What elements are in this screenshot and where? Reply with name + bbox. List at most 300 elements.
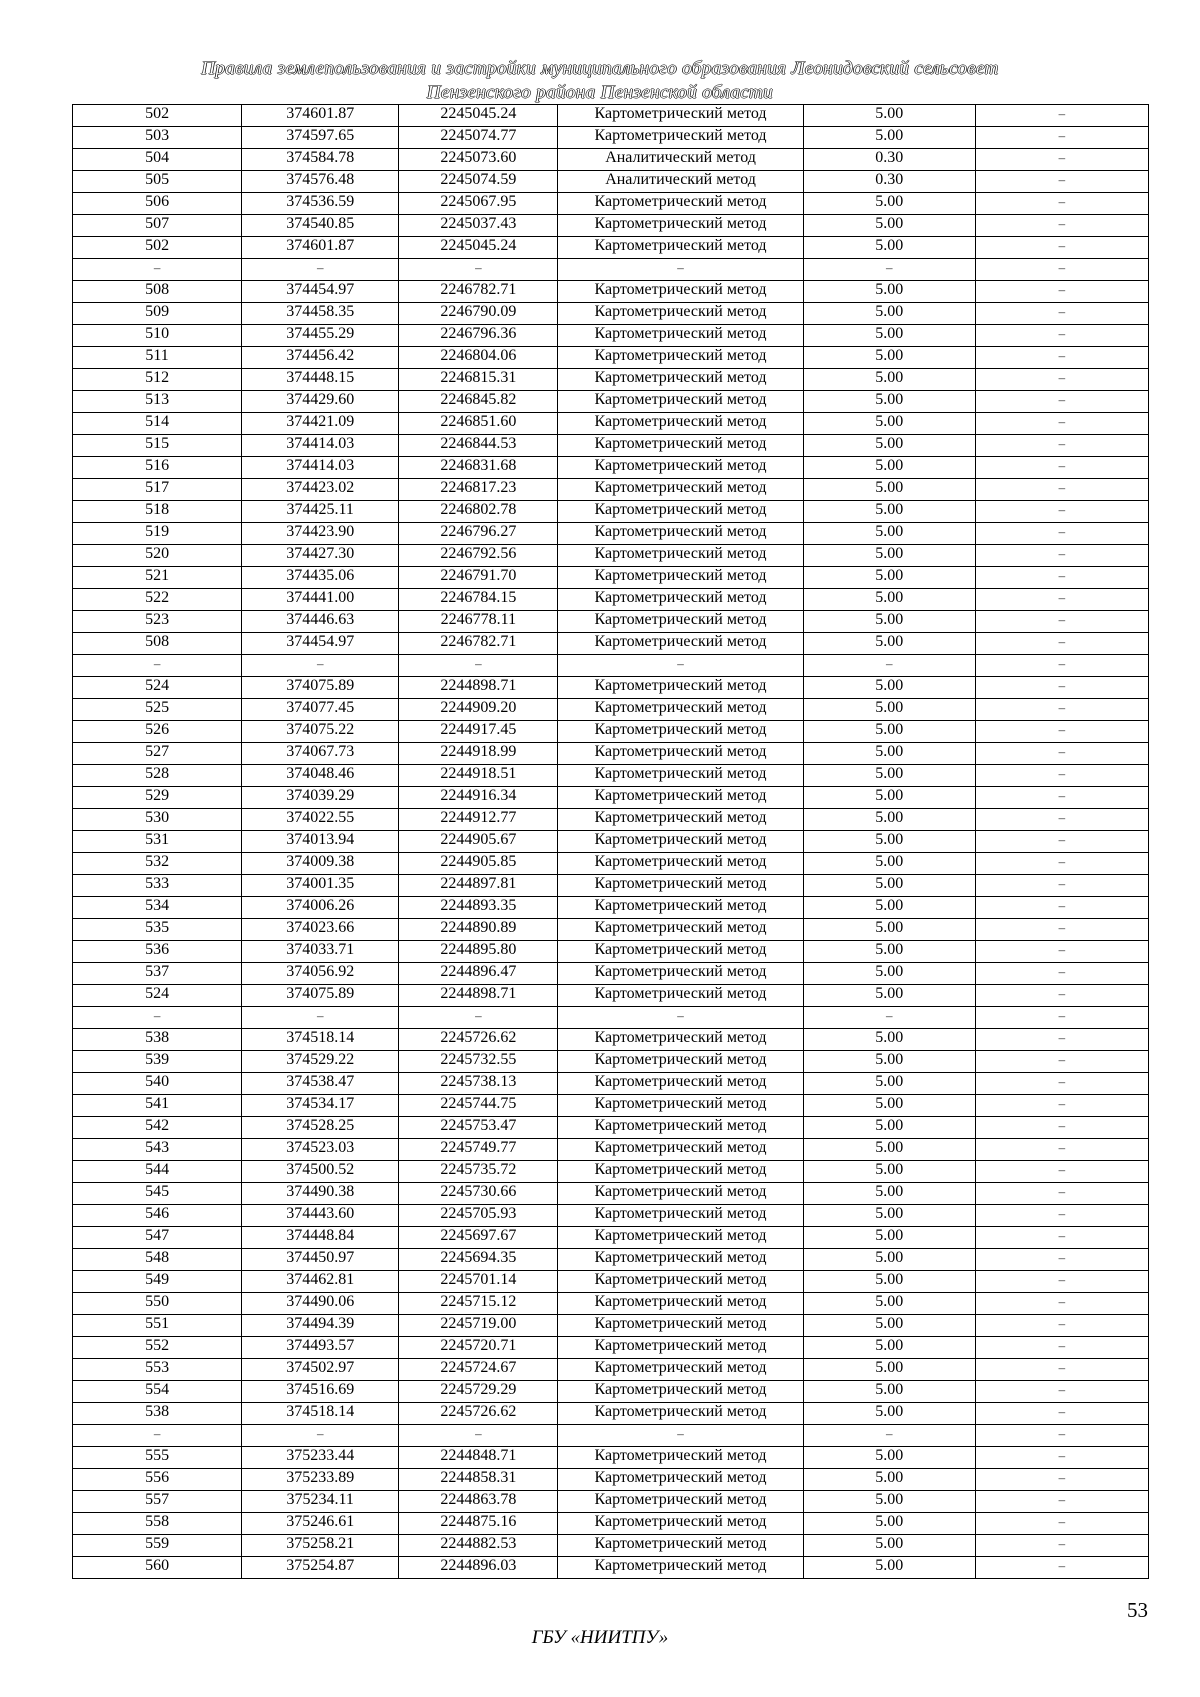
x-coordinate-cell: 374584.78 <box>242 149 399 171</box>
point-number-cell: 556 <box>73 1469 242 1491</box>
point-number-cell: 544 <box>73 1161 242 1183</box>
description-cell: – <box>975 237 1148 259</box>
method-cell: Картометрический метод <box>558 611 803 633</box>
x-coordinate-cell: 374518.14 <box>242 1403 399 1425</box>
x-coordinate-cell: 374494.39 <box>242 1315 399 1337</box>
description-cell: – <box>975 985 1148 1007</box>
method-cell: Картометрический метод <box>558 633 803 655</box>
x-coordinate-cell: 374528.25 <box>242 1117 399 1139</box>
method-cell: Картометрический метод <box>558 1359 803 1381</box>
y-coordinate-cell: 2246845.82 <box>399 391 558 413</box>
table-row <box>73 589 1149 611</box>
accuracy-cell: 5.00 <box>803 1293 975 1315</box>
accuracy-cell: 5.00 <box>803 677 975 699</box>
table-row <box>73 1315 1149 1337</box>
point-number-cell: 522 <box>73 589 242 611</box>
description-cell: – <box>975 1337 1148 1359</box>
table-row <box>73 1337 1149 1359</box>
method-cell: Картометрический метод <box>558 941 803 963</box>
accuracy-cell: 5.00 <box>803 1183 975 1205</box>
point-number-cell: 523 <box>73 611 242 633</box>
point-number-cell: 557 <box>73 1491 242 1513</box>
y-coordinate-cell: – <box>399 1007 558 1029</box>
y-coordinate-cell: 2244918.99 <box>399 743 558 765</box>
y-coordinate-cell: 2245726.62 <box>399 1403 558 1425</box>
point-number-cell: – <box>73 1425 242 1447</box>
document-header <box>0 57 1200 105</box>
accuracy-cell: 5.00 <box>803 413 975 435</box>
y-coordinate-cell: 2246851.60 <box>399 413 558 435</box>
method-cell: – <box>558 259 803 281</box>
accuracy-cell: 5.00 <box>803 985 975 1007</box>
method-cell: Картометрический метод <box>558 1183 803 1205</box>
y-coordinate-cell: 2246796.27 <box>399 523 558 545</box>
method-cell: Аналитический метод <box>558 149 803 171</box>
table-row <box>73 347 1149 369</box>
method-cell: Картометрический метод <box>558 1029 803 1051</box>
method-cell: Картометрический метод <box>558 1491 803 1513</box>
y-coordinate-cell: – <box>399 259 558 281</box>
x-coordinate-cell: 374529.22 <box>242 1051 399 1073</box>
y-coordinate-cell: 2245705.93 <box>399 1205 558 1227</box>
table-row <box>73 501 1149 523</box>
method-cell: Картометрический метод <box>558 1161 803 1183</box>
y-coordinate-cell: 2244918.51 <box>399 765 558 787</box>
x-coordinate-cell: 374518.14 <box>242 1029 399 1051</box>
method-cell: Картометрический метод <box>558 897 803 919</box>
description-cell: – <box>975 1535 1148 1557</box>
x-coordinate-cell: 374427.30 <box>242 545 399 567</box>
y-coordinate-cell: 2245701.14 <box>399 1271 558 1293</box>
point-number-cell: 510 <box>73 325 242 347</box>
accuracy-cell: 5.00 <box>803 1249 975 1271</box>
description-cell: – <box>975 347 1148 369</box>
y-coordinate-cell: 2245694.35 <box>399 1249 558 1271</box>
y-coordinate-cell: 2245697.67 <box>399 1227 558 1249</box>
y-coordinate-cell: 2245726.62 <box>399 1029 558 1051</box>
header-line-2: Пензенского района Пензенской области <box>426 82 774 103</box>
x-coordinate-cell: 374013.94 <box>242 831 399 853</box>
accuracy-cell: 5.00 <box>803 941 975 963</box>
accuracy-cell: 5.00 <box>803 1491 975 1513</box>
method-cell: Картометрический метод <box>558 545 803 567</box>
accuracy-cell: 5.00 <box>803 919 975 941</box>
description-cell: – <box>975 1293 1148 1315</box>
description-cell: – <box>975 853 1148 875</box>
y-coordinate-cell: 2244898.71 <box>399 677 558 699</box>
x-coordinate-cell: 374458.35 <box>242 303 399 325</box>
accuracy-cell: 5.00 <box>803 1205 975 1227</box>
point-number-cell: 517 <box>73 479 242 501</box>
description-cell: – <box>975 963 1148 985</box>
y-coordinate-cell: 2246815.31 <box>399 369 558 391</box>
x-coordinate-cell: 375258.21 <box>242 1535 399 1557</box>
description-cell: – <box>975 1425 1148 1447</box>
x-coordinate-cell: 374039.29 <box>242 787 399 809</box>
method-cell: Картометрический метод <box>558 457 803 479</box>
y-coordinate-cell: – <box>399 655 558 677</box>
description-cell: – <box>975 589 1148 611</box>
description-cell: – <box>975 1271 1148 1293</box>
y-coordinate-cell: 2245074.77 <box>399 127 558 149</box>
description-cell: – <box>975 1007 1148 1029</box>
x-coordinate-cell: 374454.97 <box>242 281 399 303</box>
description-cell: – <box>975 677 1148 699</box>
description-cell: – <box>975 875 1148 897</box>
description-cell: – <box>975 633 1148 655</box>
method-cell: Картометрический метод <box>558 765 803 787</box>
description-cell: – <box>975 479 1148 501</box>
point-number-cell: 532 <box>73 853 242 875</box>
description-cell: – <box>975 1073 1148 1095</box>
y-coordinate-cell: 2245715.12 <box>399 1293 558 1315</box>
method-cell: Картометрический метод <box>558 325 803 347</box>
x-coordinate-cell: 374516.69 <box>242 1381 399 1403</box>
x-coordinate-cell: 375246.61 <box>242 1513 399 1535</box>
table-row <box>73 1293 1149 1315</box>
y-coordinate-cell: 2246792.56 <box>399 545 558 567</box>
method-cell: Картометрический метод <box>558 1249 803 1271</box>
table-row <box>73 479 1149 501</box>
method-cell: Картометрический метод <box>558 677 803 699</box>
method-cell: Аналитический метод <box>558 171 803 193</box>
method-cell: Картометрический метод <box>558 1513 803 1535</box>
y-coordinate-cell: 2246790.09 <box>399 303 558 325</box>
accuracy-cell: – <box>803 259 975 281</box>
table-row <box>73 985 1149 1007</box>
table-row <box>73 1227 1149 1249</box>
table-row <box>73 1161 1149 1183</box>
accuracy-cell: 5.00 <box>803 1447 975 1469</box>
accuracy-cell: 5.00 <box>803 193 975 215</box>
x-coordinate-cell: – <box>242 1007 399 1029</box>
description-cell: – <box>975 1513 1148 1535</box>
point-number-cell: – <box>73 655 242 677</box>
method-cell: Картометрический метод <box>558 303 803 325</box>
accuracy-cell: 0.30 <box>803 171 975 193</box>
method-cell: Картометрический метод <box>558 1337 803 1359</box>
x-coordinate-cell: 374601.87 <box>242 237 399 259</box>
x-coordinate-cell: 374075.22 <box>242 721 399 743</box>
description-cell: – <box>975 743 1148 765</box>
accuracy-cell: 5.00 <box>803 589 975 611</box>
table-row <box>73 787 1149 809</box>
x-coordinate-cell: 374075.89 <box>242 677 399 699</box>
table-row <box>73 1513 1149 1535</box>
accuracy-cell: – <box>803 1007 975 1029</box>
method-cell: Картометрический метод <box>558 215 803 237</box>
description-cell: – <box>975 281 1148 303</box>
description-cell: – <box>975 787 1148 809</box>
accuracy-cell: 5.00 <box>803 611 975 633</box>
x-coordinate-cell: 375254.87 <box>242 1557 399 1579</box>
x-coordinate-cell: 374462.81 <box>242 1271 399 1293</box>
accuracy-cell: – <box>803 1425 975 1447</box>
y-coordinate-cell: 2244898.71 <box>399 985 558 1007</box>
method-cell: Картометрический метод <box>558 699 803 721</box>
point-number-cell: 540 <box>73 1073 242 1095</box>
description-cell: – <box>975 1447 1148 1469</box>
point-number-cell: 524 <box>73 985 242 1007</box>
table-row <box>73 1073 1149 1095</box>
x-coordinate-cell: 374414.03 <box>242 457 399 479</box>
y-coordinate-cell: 2246784.15 <box>399 589 558 611</box>
method-cell: Картометрический метод <box>558 1117 803 1139</box>
x-coordinate-cell: 374455.29 <box>242 325 399 347</box>
method-cell: Картометрический метод <box>558 1139 803 1161</box>
accuracy-cell: 5.00 <box>803 721 975 743</box>
description-cell: – <box>975 919 1148 941</box>
table-row <box>73 875 1149 897</box>
x-coordinate-cell: 374456.42 <box>242 347 399 369</box>
method-cell: Картометрический метод <box>558 127 803 149</box>
y-coordinate-cell: 2245732.55 <box>399 1051 558 1073</box>
point-number-cell: 519 <box>73 523 242 545</box>
method-cell: Картометрический метод <box>558 721 803 743</box>
point-number-cell: 553 <box>73 1359 242 1381</box>
header-line-1: Правила землепользования и застройки муниципального образования Леонидовский сельсовет <box>201 58 999 79</box>
point-number-cell: 551 <box>73 1315 242 1337</box>
point-number-cell: 518 <box>73 501 242 523</box>
x-coordinate-cell: 374077.45 <box>242 699 399 721</box>
accuracy-cell: 5.00 <box>803 523 975 545</box>
y-coordinate-cell: 2244896.47 <box>399 963 558 985</box>
accuracy-cell: 5.00 <box>803 391 975 413</box>
description-cell: – <box>975 171 1148 193</box>
x-coordinate-cell: – <box>242 655 399 677</box>
point-number-cell: 545 <box>73 1183 242 1205</box>
x-coordinate-cell: 374414.03 <box>242 435 399 457</box>
method-cell: Картометрический метод <box>558 391 803 413</box>
y-coordinate-cell: 2245045.24 <box>399 237 558 259</box>
accuracy-cell: 5.00 <box>803 1161 975 1183</box>
y-coordinate-cell: 2246817.23 <box>399 479 558 501</box>
table-row <box>73 105 1149 127</box>
y-coordinate-cell: 2245074.59 <box>399 171 558 193</box>
description-cell: – <box>975 699 1148 721</box>
accuracy-cell: 5.00 <box>803 1073 975 1095</box>
method-cell: Картометрический метод <box>558 567 803 589</box>
x-coordinate-cell: 374022.55 <box>242 809 399 831</box>
method-cell: Картометрический метод <box>558 369 803 391</box>
point-number-cell: 529 <box>73 787 242 809</box>
point-number-cell: 524 <box>73 677 242 699</box>
x-coordinate-cell: 374048.46 <box>242 765 399 787</box>
point-number-cell: 559 <box>73 1535 242 1557</box>
y-coordinate-cell: 2246831.68 <box>399 457 558 479</box>
y-coordinate-cell: 2244875.16 <box>399 1513 558 1535</box>
point-number-cell: 534 <box>73 897 242 919</box>
description-cell: – <box>975 1205 1148 1227</box>
accuracy-cell: 5.00 <box>803 1139 975 1161</box>
method-cell: Картометрический метод <box>558 1051 803 1073</box>
table-row <box>73 545 1149 567</box>
x-coordinate-cell: 374435.06 <box>242 567 399 589</box>
accuracy-cell: 5.00 <box>803 215 975 237</box>
page-number: 53 <box>1127 1598 1148 1622</box>
y-coordinate-cell: 2244912.77 <box>399 809 558 831</box>
point-number-cell: 525 <box>73 699 242 721</box>
x-coordinate-cell: 374450.97 <box>242 1249 399 1271</box>
table-row <box>73 567 1149 589</box>
accuracy-cell: 5.00 <box>803 1051 975 1073</box>
table-row <box>73 127 1149 149</box>
table-row <box>73 721 1149 743</box>
method-cell: Картометрический метод <box>558 1447 803 1469</box>
x-coordinate-cell: 374429.60 <box>242 391 399 413</box>
table-row <box>73 303 1149 325</box>
method-cell: Картометрический метод <box>558 589 803 611</box>
table-row <box>73 831 1149 853</box>
y-coordinate-cell: 2244905.85 <box>399 853 558 875</box>
description-cell: – <box>975 809 1148 831</box>
method-cell: Картометрический метод <box>558 853 803 875</box>
point-number-cell: 554 <box>73 1381 242 1403</box>
table-row <box>73 1403 1149 1425</box>
y-coordinate-cell: 2246802.78 <box>399 501 558 523</box>
method-cell: Картометрический метод <box>558 1315 803 1337</box>
x-coordinate-cell: 374538.47 <box>242 1073 399 1095</box>
point-number-cell: 549 <box>73 1271 242 1293</box>
accuracy-cell: 5.00 <box>803 281 975 303</box>
table-row <box>73 1183 1149 1205</box>
y-coordinate-cell: 2245749.77 <box>399 1139 558 1161</box>
table-row <box>73 1271 1149 1293</box>
x-coordinate-cell: 374023.66 <box>242 919 399 941</box>
point-number-cell: 543 <box>73 1139 242 1161</box>
method-cell: Картометрический метод <box>558 831 803 853</box>
description-cell: – <box>975 501 1148 523</box>
description-cell: – <box>975 1249 1148 1271</box>
accuracy-cell: 5.00 <box>803 1315 975 1337</box>
description-cell: – <box>975 1557 1148 1579</box>
accuracy-cell: 5.00 <box>803 1403 975 1425</box>
method-cell: Картометрический метод <box>558 523 803 545</box>
table-row <box>73 523 1149 545</box>
x-coordinate-cell: 374500.52 <box>242 1161 399 1183</box>
method-cell: Картометрический метод <box>558 985 803 1007</box>
table-row <box>73 1117 1149 1139</box>
y-coordinate-cell: 2246804.06 <box>399 347 558 369</box>
accuracy-cell: 5.00 <box>803 963 975 985</box>
table-row <box>73 193 1149 215</box>
x-coordinate-cell: 374441.00 <box>242 589 399 611</box>
y-coordinate-cell: 2244909.20 <box>399 699 558 721</box>
description-cell: – <box>975 1315 1148 1337</box>
accuracy-cell: 0.30 <box>803 149 975 171</box>
y-coordinate-cell: 2245735.72 <box>399 1161 558 1183</box>
x-coordinate-cell: 374421.09 <box>242 413 399 435</box>
table-row <box>73 391 1149 413</box>
point-number-cell: 508 <box>73 633 242 655</box>
table-row <box>73 963 1149 985</box>
description-cell: – <box>975 193 1148 215</box>
description-cell: – <box>975 1161 1148 1183</box>
point-number-cell: 514 <box>73 413 242 435</box>
point-number-cell: 547 <box>73 1227 242 1249</box>
point-number-cell: 552 <box>73 1337 242 1359</box>
y-coordinate-cell: 2245067.95 <box>399 193 558 215</box>
accuracy-cell: 5.00 <box>803 369 975 391</box>
point-number-cell: 546 <box>73 1205 242 1227</box>
table-row <box>73 919 1149 941</box>
x-coordinate-cell: 374009.38 <box>242 853 399 875</box>
y-coordinate-cell: 2244897.81 <box>399 875 558 897</box>
table-row <box>73 1051 1149 1073</box>
description-cell: – <box>975 567 1148 589</box>
accuracy-cell: 5.00 <box>803 897 975 919</box>
point-number-cell: 548 <box>73 1249 242 1271</box>
method-cell: Картометрический метод <box>558 1535 803 1557</box>
description-cell: – <box>975 457 1148 479</box>
accuracy-cell: 5.00 <box>803 875 975 897</box>
y-coordinate-cell: 2245753.47 <box>399 1117 558 1139</box>
point-number-cell: 539 <box>73 1051 242 1073</box>
method-cell: Картометрический метод <box>558 237 803 259</box>
y-coordinate-cell: – <box>399 1425 558 1447</box>
method-cell: Картометрический метод <box>558 743 803 765</box>
accuracy-cell: 5.00 <box>803 1227 975 1249</box>
y-coordinate-cell: 2244905.67 <box>399 831 558 853</box>
y-coordinate-cell: 2246782.71 <box>399 633 558 655</box>
point-number-cell: 558 <box>73 1513 242 1535</box>
accuracy-cell: 5.00 <box>803 479 975 501</box>
page-footer: ГБУ «НИИТПУ» <box>531 1627 669 1648</box>
x-coordinate-cell: 374490.38 <box>242 1183 399 1205</box>
method-cell: Картометрический метод <box>558 347 803 369</box>
table-row <box>73 941 1149 963</box>
point-number-cell: 550 <box>73 1293 242 1315</box>
accuracy-cell: 5.00 <box>803 1337 975 1359</box>
table-row <box>73 809 1149 831</box>
accuracy-cell: 5.00 <box>803 1359 975 1381</box>
description-cell: – <box>975 1359 1148 1381</box>
point-number-cell: 507 <box>73 215 242 237</box>
point-number-cell: 541 <box>73 1095 242 1117</box>
description-cell: – <box>975 1139 1148 1161</box>
method-cell: Картометрический метод <box>558 919 803 941</box>
accuracy-cell: – <box>803 655 975 677</box>
accuracy-cell: 5.00 <box>803 567 975 589</box>
method-cell: Картометрический метод <box>558 1403 803 1425</box>
y-coordinate-cell: 2244917.45 <box>399 721 558 743</box>
description-cell: – <box>975 391 1148 413</box>
point-number-cell: 531 <box>73 831 242 853</box>
method-cell: Картометрический метод <box>558 501 803 523</box>
table-row <box>73 369 1149 391</box>
coordinates-table-body <box>73 105 1149 1579</box>
method-cell: Картометрический метод <box>558 105 803 127</box>
point-number-cell: 536 <box>73 941 242 963</box>
table-row <box>73 699 1149 721</box>
accuracy-cell: 5.00 <box>803 853 975 875</box>
x-coordinate-cell: 374446.63 <box>242 611 399 633</box>
method-cell: Картометрический метод <box>558 1271 803 1293</box>
description-cell: – <box>975 149 1148 171</box>
description-cell: – <box>975 1029 1148 1051</box>
x-coordinate-cell: 374597.65 <box>242 127 399 149</box>
point-number-cell: 535 <box>73 919 242 941</box>
method-cell: Картометрический метод <box>558 809 803 831</box>
table-row <box>73 765 1149 787</box>
accuracy-cell: 5.00 <box>803 545 975 567</box>
table-row <box>73 281 1149 303</box>
y-coordinate-cell: 2244858.31 <box>399 1469 558 1491</box>
separator-row <box>73 259 1149 281</box>
point-number-cell: 527 <box>73 743 242 765</box>
x-coordinate-cell: – <box>242 259 399 281</box>
method-cell: Картометрический метод <box>558 787 803 809</box>
